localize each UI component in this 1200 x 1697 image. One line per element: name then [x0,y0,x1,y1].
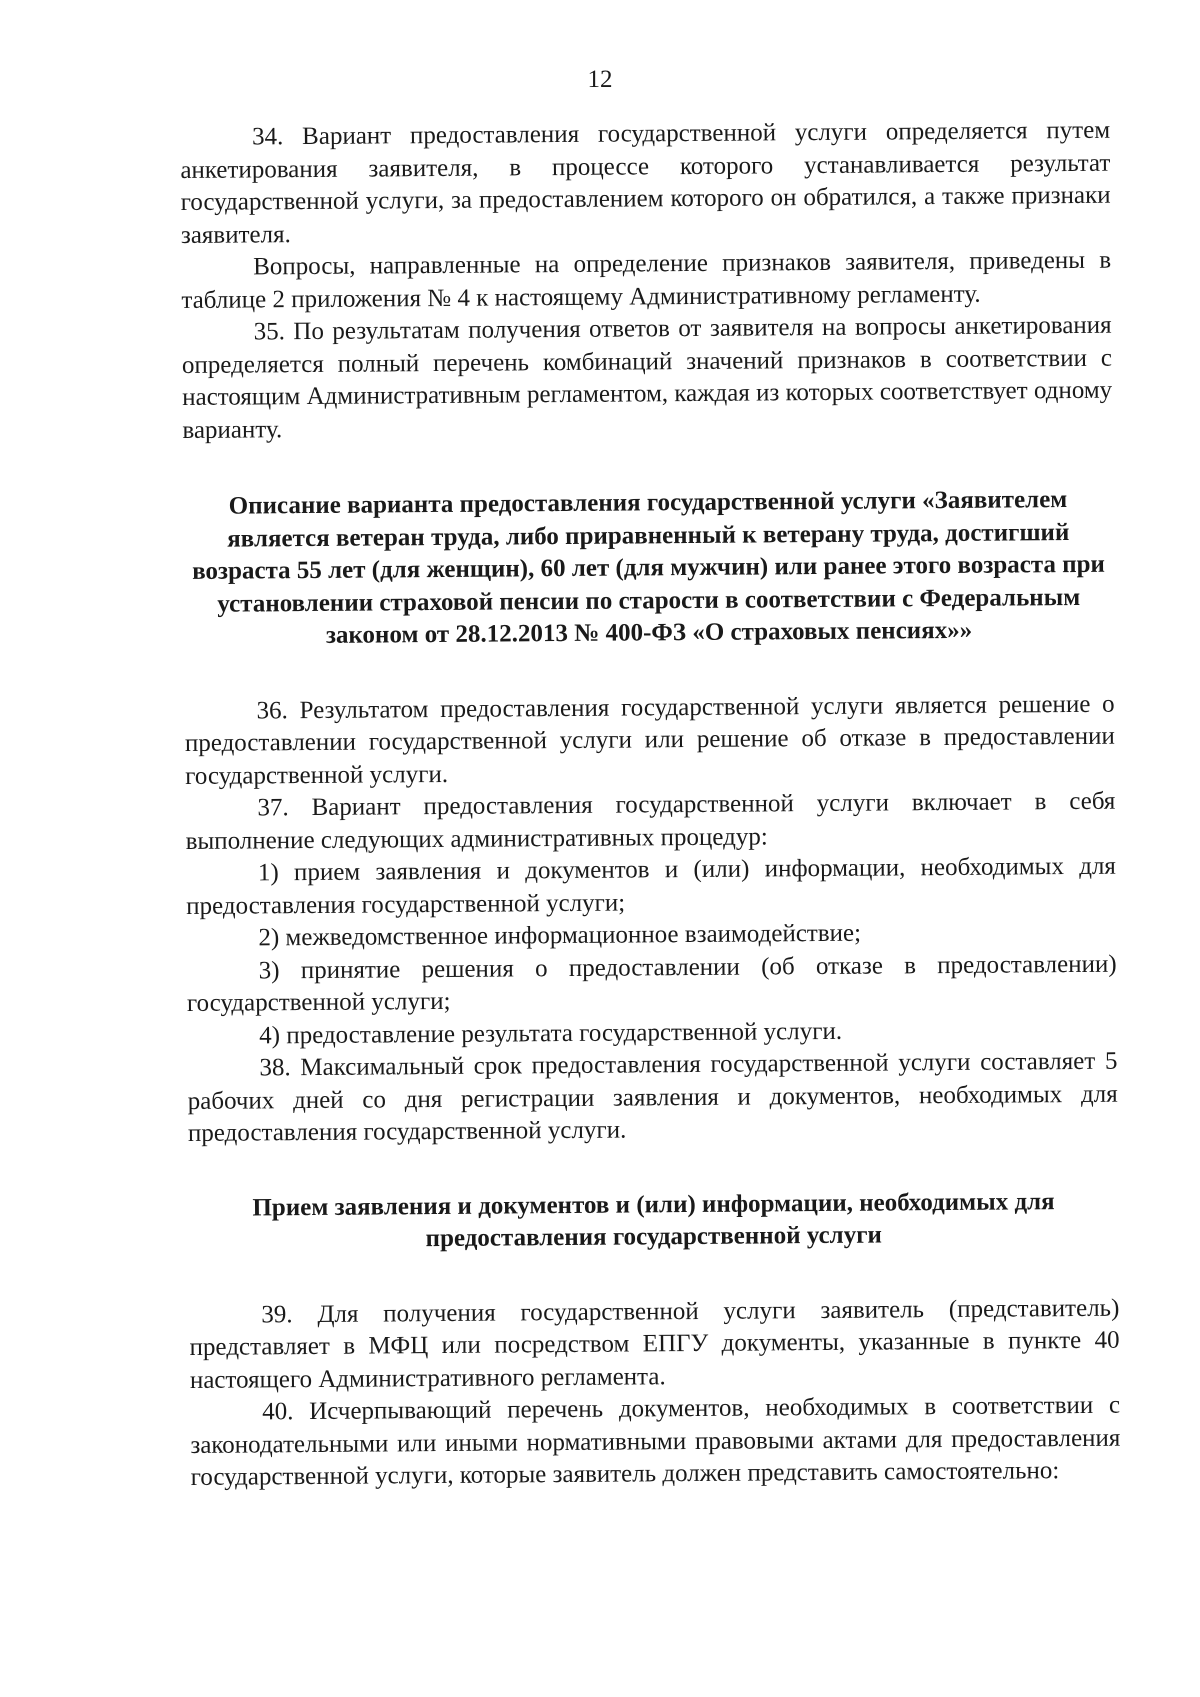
list-item: 1) прием заявления и документов и (или) информации, необходимых для предоставления государственной услуги; [186,852,1116,920]
paragraph-34: 34. Вариант предоставления государственной услуги определяется путем анкетирования заявителя, в процессе которого устанавливается результат государственной услуги, за предоставлением которого он обратился, а также признаки заявителя. [180,116,1111,249]
paragraph-39: 39. Для получения государственной услуги заявитель (представитель) представляет в МФЦ или посредством ЕПГУ документы, указанные в пункте 40 настоящего Административного регламента. [189,1294,1120,1394]
paragraph-questions: Вопросы, направленные на определение признаков заявителя, приведены в таблице 2 приложения № 4 к настоящему Административному регламенту. [181,246,1112,314]
page-number: 12 [587,66,613,93]
list-item: 3) принятие решения о предоставлении (об отказе в предоставлении) государственной услуги; [186,950,1117,1017]
paragraph-35: 35. По результатам получения ответов от заявителя на вопросы анкетирования определяется полный перечень комбинаций значений признаков в соответствии с настоящим Административным регламентом, каждая из которых соответствует одному варианту. [181,311,1113,444]
paragraph-40: 40. Исчерпывающий перечень документов, необходимых в соответствии с законодательными или иными нормативными правовыми актами для предоставления государственной услуги, которые заявитель должен представить самостоятельно: [190,1391,1121,1491]
section-heading-reception: Прием заявления и документов и (или) информации, необходимых для предоставления государственной услуги [252,1187,1055,1253]
section-heading-variant: Описание варианта предоставления государственной услуги «Заявителем является ветеран труда, либо приравненный к ветерану труда, достигший возраста 55 лет (для женщин), 60 лет (для мужчин) или ранее этого возраста при установлении страховой пенсии по старости в соответствии с Федеральным законом от 28.12.2013 № 400-ФЗ «О страховых пенсиях»» [192,486,1105,649]
document-body [180,115,1121,1495]
paragraph-37: 37. Вариант предоставления государственной услуги включает в себя выполнение следующих административных процедур: [185,787,1116,855]
paragraph-36: 36. Результатом предоставления государственной услуги является решение о предоставлении государственной услуги или решение об отказе в предоставлении государственной услуги. [184,690,1115,790]
paragraph-38: 38. Максимальный срок предоставления государственной услуги составляет 5 рабочих дней со дня регистрации заявления и документов, необходимых для предоставления государственной услуги. [187,1047,1118,1147]
list-item: 4) предоставление результата государственной услуги. [259,1017,843,1049]
list-item: 2) межведомственное информационное взаимодействие; [258,919,862,952]
